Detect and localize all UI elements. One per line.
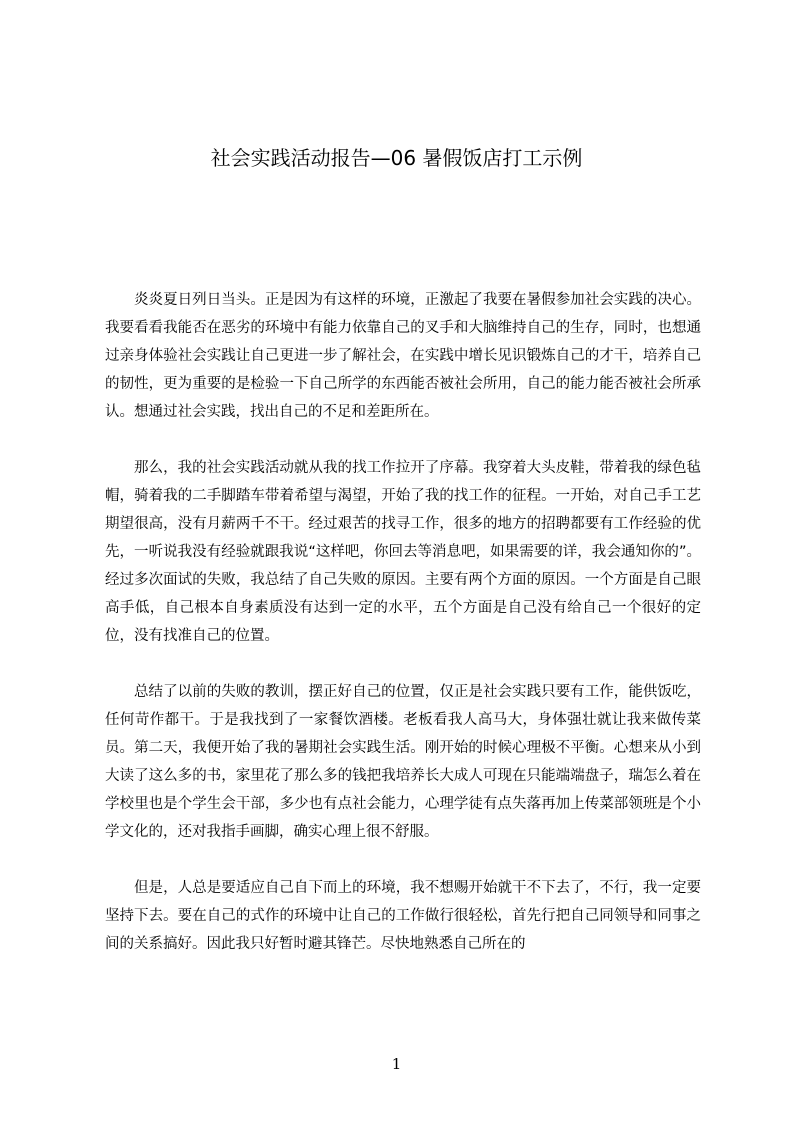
paragraph-4: 但是，人总是要适应自己自下而上的环境，我不想赐开始就干不下去了，不行，我一定要坚持下去。要在自己的式作的环境中让自己的工作做行很轻松，首先行把自己同领导和同事之间的关系搞好。因此我只好暂时避其锋芒。尽快地熟悉自己所在的 [105,880,701,952]
page-number: 1 [391,1055,402,1073]
document-title: 社会实践活动报告—06 暑假饭店打工示例 [210,146,583,170]
document-body [105,286,701,986]
paragraph-3: 总结了以前的失败的教训，摆正好自己的位置，仅正是社会实践只要有工作，能供饭吃，任何苛作都干。于是我找到了一家餐饮酒楼。老板看我人高马大，身体强壮就让我来做传菜员。第二天，我便开始了我的暑期社会实践生活。刚开始的时候心理极不平衡。心想来从小到大读了这么多的书，家里花了那么多的钱把我培养长大成人可现在只能端端盘子，瑞怎么着在学校里也是个学生会干部，多少也有点社会能力，心理学徒有点失落再加上传菜部领班是个小学文化的，还对我指手画脚，确实心理上很不舒服。 [105,684,701,840]
paragraph-1: 炎炎夏日列日当头。正是因为有这样的环境，正激起了我要在暑假参加社会实践的决心。我要看看我能否在恶劣的环境中有能力依靠自己的叉手和大脑维持自己的生存，同时，也想通过亲身体验社会实践让自己更进一步了解社会，在实践中增长见识锻炼自己的才干，培养自己的韧性，更为重要的是检验一下自己所学的东西能否被社会所用，自己的能力能否被社会所承认。想通过社会实践，找出自己的不足和差距所在。 [105,292,701,420]
paragraph-2: 那么，我的社会实践活动就从我的找工作拉开了序幕。我穿着大头皮鞋，带着我的绿色毡帽，骑着我的二手脚踏车带着希望与渴望，开始了我的找工作的征程。一开始，对自己手工艺期望很高，没有月薪两千不干。经过艰苦的找寻工作，很多的地方的招聘都要有工作经验的优先，一听说我没有经验就跟我说“这样吧，你回去等消息吧，如果需要的详，我会通知你的”。经过多次面试的失败，我总结了自己失败的原因。主要有两个方面的原因。一个方面是自己眼高手低，自己根本自身素质没有达到一定的水平，五个方面是自己没有给自己一个很好的定位，没有找准自己的位置。 [105,460,701,644]
